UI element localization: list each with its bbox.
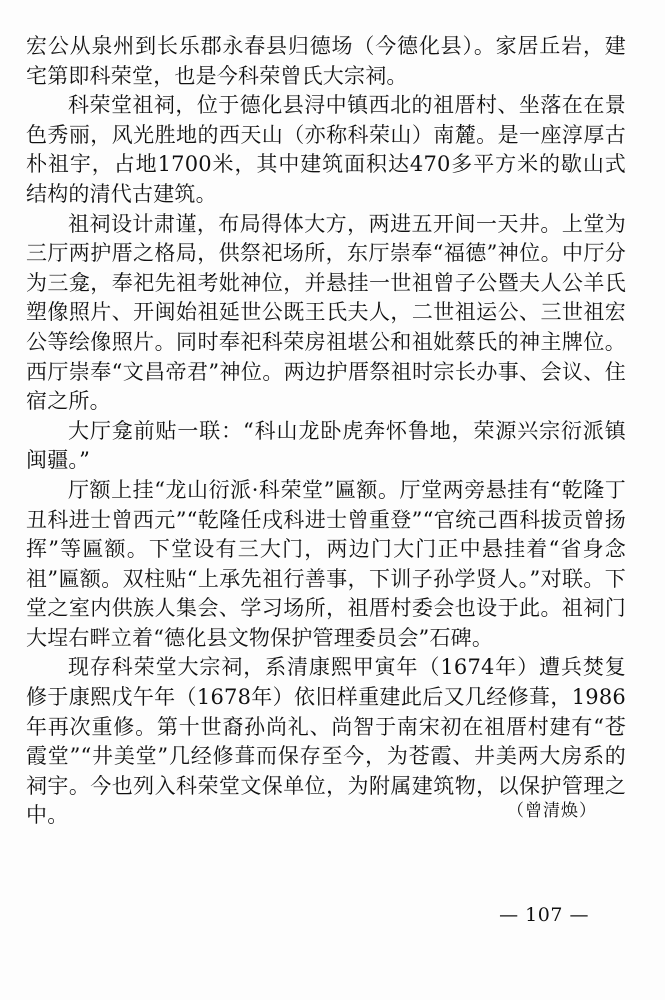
page-number: — 107 — bbox=[499, 904, 589, 926]
paragraph-plaques: 厅额上挂“龙山衍派·科荣堂”匾额。厅堂两旁悬挂有“乾隆丁丑科进士曾西元”“乾隆任戌科进士曾重登”“官统己酉科拔贡曾扬挥”等匾额。下堂设有三大门，两边门大门正中悬挂着“省身念祖”匾额。双柱贴“上承先祖行善事，下训子孙学贤人。”对联。下堂之室内供族人集会、学习场所，祖厝村委会也设于此。祖祠门大埕右畔立着“德化县文物保护管理委员会”石碑。 bbox=[26, 477, 626, 650]
paragraph-hall-location: 科荣堂祖祠，位于德化县浔中镇西北的祖厝村、坐落在在景色秀丽，风光胜地的西天山（亦称科荣山）南麓。是一座淳厚古朴祖宇，占地1700米，其中建筑面积达470多平方米的歇山式结构的清代古建筑。 bbox=[26, 93, 626, 206]
paragraph-hall-layout: 祖祠设计肃谨，布局得体大方，两进五开间一天井。上堂为三厅两护厝之格局，供祭祀场所，东厅崇奉“福德”神位。中厅分为三龛，奉祀先祖考妣神位，并悬挂一世祖曾子公暨夫人公羊氏塑像照片、开闽始祖延世公既王氏夫人，二世祖运公、三世祖宏公等绘像照片。同时奉祀科荣房祖堪公和祖妣蔡氏的神主牌位。西厅崇奉“文昌帝君”神位。两边护厝祭祖时宗长办事、会议、住宿之所。 bbox=[26, 211, 626, 414]
paragraph-couplet: 大厅龛前贴一联：“科山龙卧虎奔怀鲁地，荣源兴宗衍派镇闽疆。” bbox=[26, 418, 626, 473]
paragraph-continuation: 宏公从泉州到长乐郡永春县归德场（今德化县）。家居丘岩，建宅第即科荣堂，也是今科荣曾氏大宗祠。 bbox=[26, 34, 626, 88]
paragraph-history: 现存科荣堂大宗祠，系清康熙甲寅年（1674年）遭兵焚复修于康熙戊午年（1678年）依旧样重建此后又几经修葺，1986年再次重修。第十世裔孙尚礼、尚智于南宋初在祖厝村建有“苍霞堂”“井美堂”几经修葺而保存至今，为苍霞、井美两大房系的祠宇。今也列入科荣堂文保单位，为附属建筑物，以保护管理之中。 bbox=[26, 655, 626, 828]
author-attribution: （曾清焕） bbox=[507, 801, 597, 821]
body-text bbox=[26, 32, 626, 831]
